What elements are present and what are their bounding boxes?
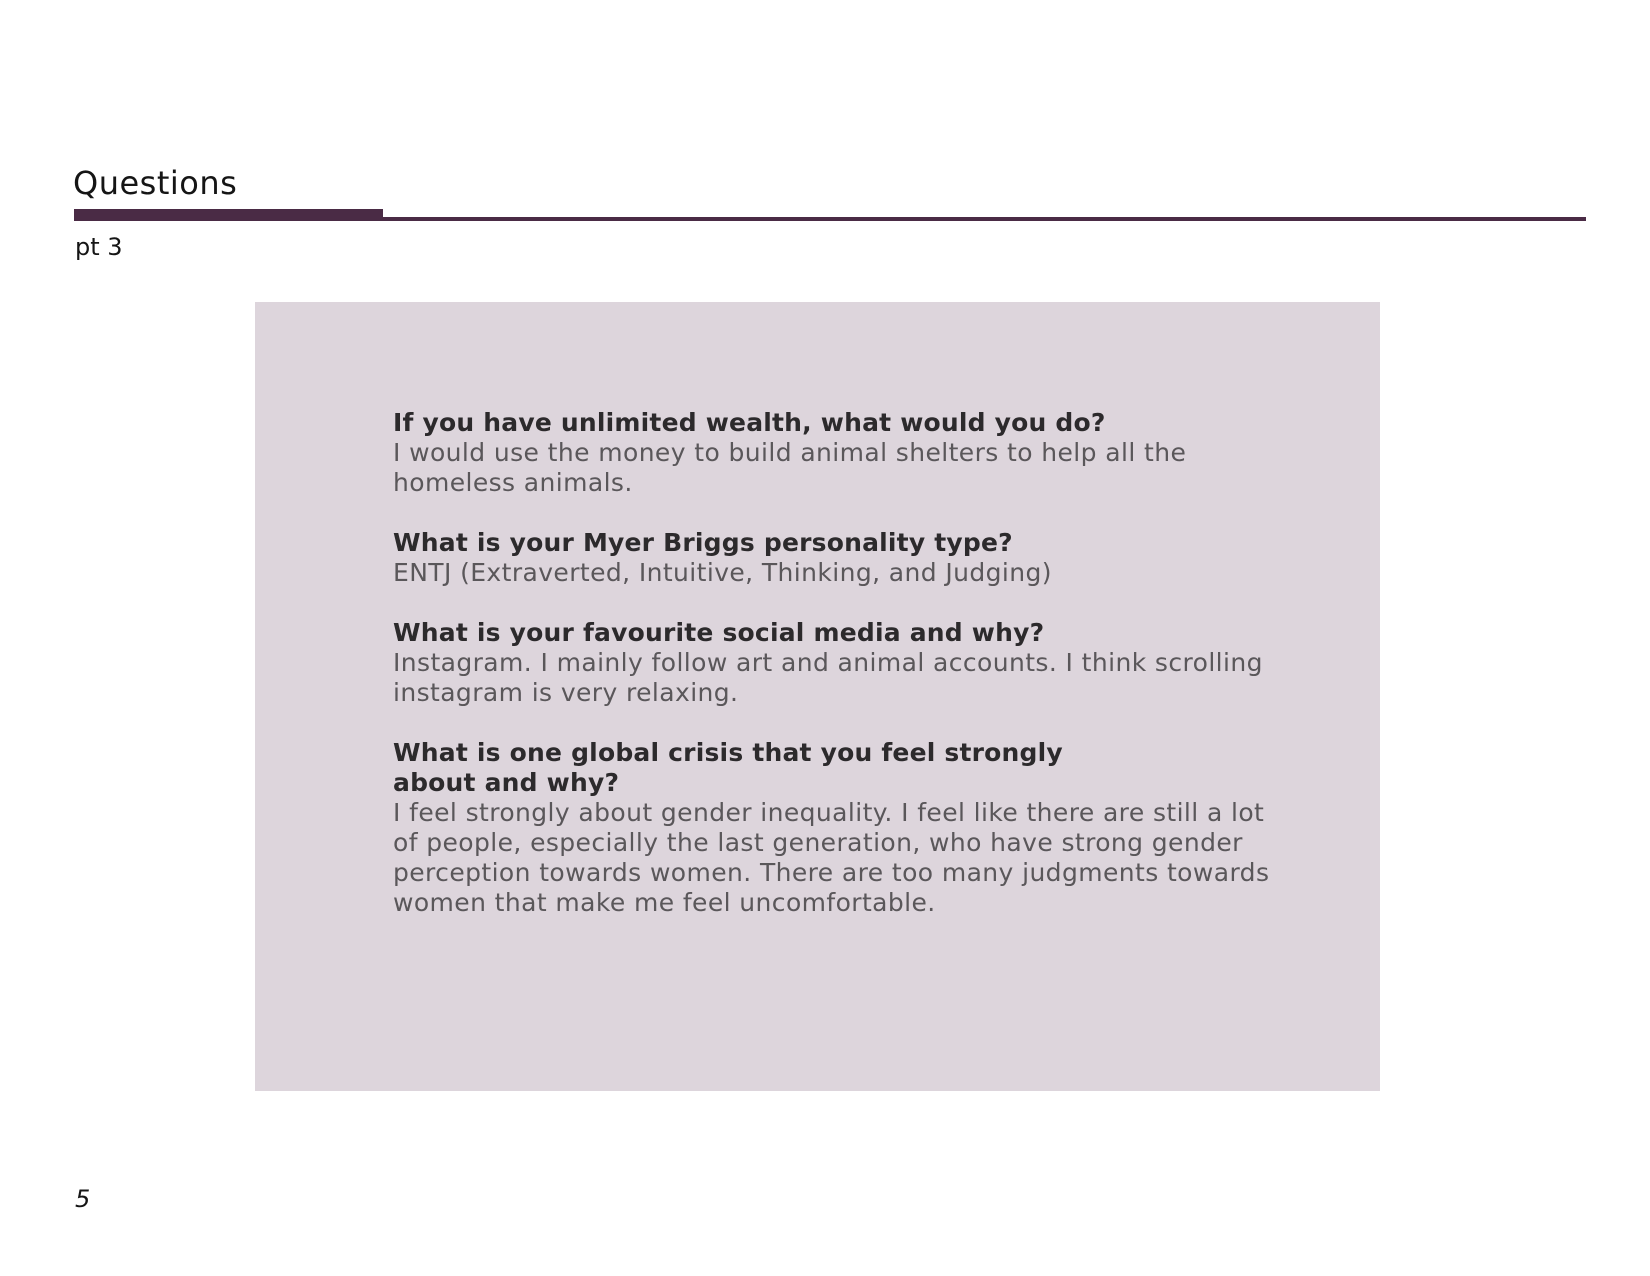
qa-item [393,408,1273,498]
page-number: 5 [75,1185,91,1213]
qa-item [393,738,1273,918]
question-text: What is your Myer Briggs personality type? [393,528,1013,557]
answer-text: I would use the money to build animal shelters to help all the homeless animals. [393,438,1187,497]
header-accent-bar [74,209,383,221]
qa-panel [255,302,1380,1091]
answer-text: Instagram. I mainly follow art and animal accounts. I think scrolling instagram is very relaxing. [393,648,1263,707]
page-subtitle: pt 3 [75,233,123,261]
page-title: Questions [73,164,238,202]
answer-text: I feel strongly about gender inequality. I feel like there are still a lot of people, especially the last generation, who have strong gender perception towards women. There are too many judgments towards women that make me feel uncomfortable. [393,798,1270,917]
qa-item [393,618,1273,708]
question-text: What is one global crisis that you feel strongly about and why? [393,738,1063,797]
question-text: What is your favourite social media and why? [393,618,1045,647]
qa-list [393,408,1273,948]
qa-item [393,528,1273,588]
answer-text: ENTJ (Extraverted, Intuitive, Thinking, and Judging) [393,558,1052,587]
question-text: If you have unlimited wealth, what would you do? [393,408,1106,437]
